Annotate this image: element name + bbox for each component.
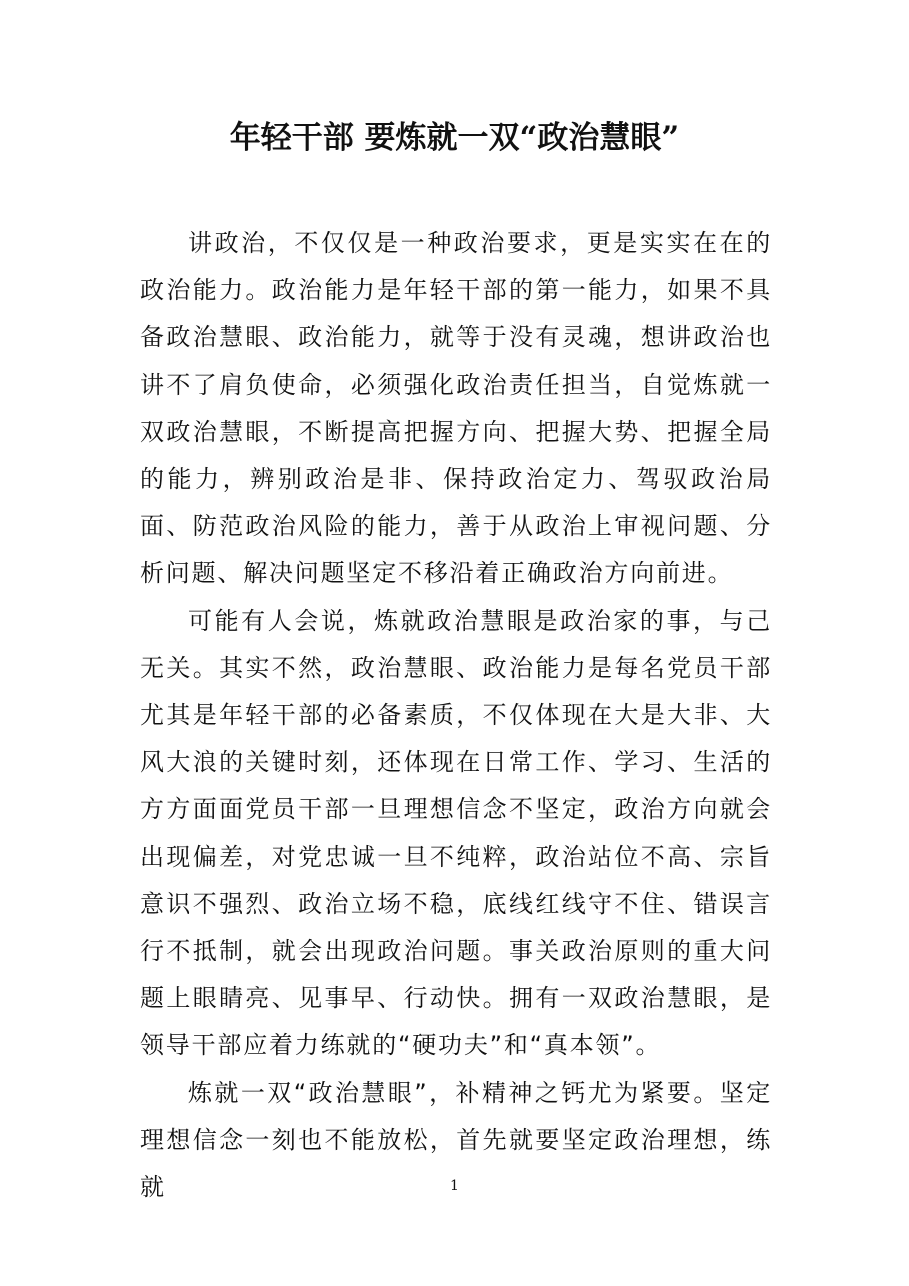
document-title: 年轻干部 要炼就一双“政治慧眼” bbox=[229, 120, 680, 156]
paragraph-2: 可能有人会说，炼就政治慧眼是政治家的事，与己无关。其实不然，政治慧眼、政治能力是每名党员干部尤其是年轻干部的必备素质，不仅体现在大是大非、大风大浪的关键时刻，还体现在日常工作、学习、生活的方方面面党员干部一旦理想信念不坚定，政治方向就会出现偏差，对党忠诚一旦不纯粹，政治站位不高、宗旨意识不强烈、政治立场不稳，底线红线守不住、错误言行不抵制，就会出现政治问题。事关政治原则的重大问题上眼睛亮、见事早、行动快。拥有一双政治慧眼，是领导干部应着力练就的“硬功夫”和“真本领”。 bbox=[140, 606, 772, 1060]
page-number: 1 bbox=[450, 1178, 459, 1194]
document-body bbox=[140, 220, 772, 1211]
paragraph-3: 炼就一双“政治慧眼”，补精神之钙尤为紧要。坚定理想信念一刻也不能放松，首先就要坚定政治理想，练就 bbox=[140, 1078, 772, 1202]
paragraph-1: 讲政治，不仅仅是一种政治要求，更是实实在在的政治能力。政治能力是年轻干部的第一能力，如果不具备政治慧眼、政治能力，就等于没有灵魂，想讲政治也讲不了肩负使命，必须强化政治责任担当，自觉炼就一双政治慧眼，不断提高把握方向、把握大势、把握全局的能力，辨别政治是非、保持政治定力、驾驭政治局面、防范政治风险的能力，善于从政治上审视问题、分析问题、解决问题坚定不移沿着正确政治方向前进。 bbox=[140, 229, 772, 588]
